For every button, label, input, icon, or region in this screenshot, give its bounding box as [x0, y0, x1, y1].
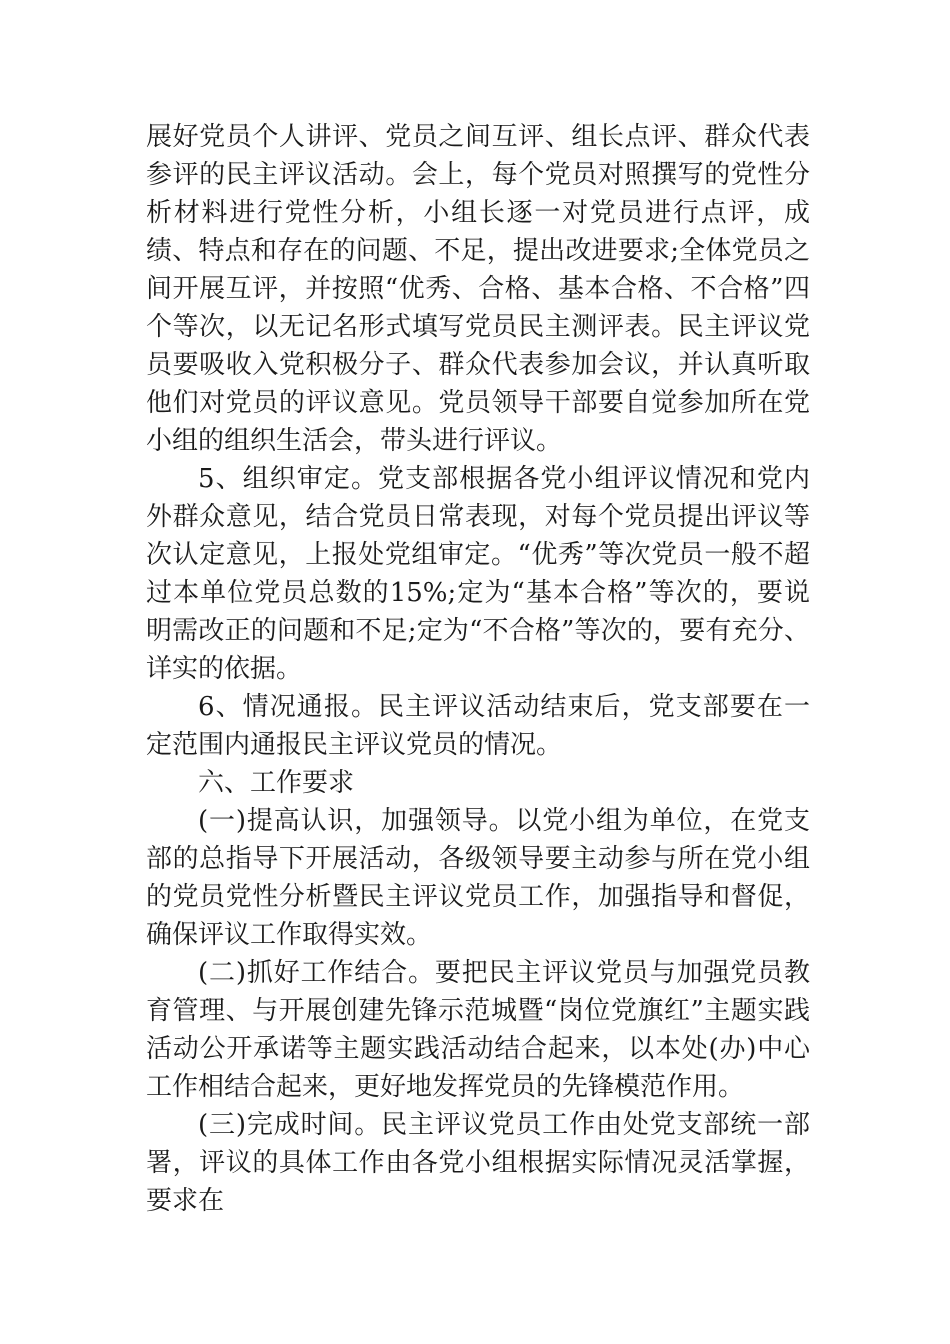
paragraph-requirement-1: (一)提高认识，加强领导。以党小组为单位，在党支部的总指导下开展活动，各级领导要主动参与所在党小组的党员党性分析暨民主评议党员工作，加强指导和督促，确保评议工作取得实效。: [146, 806, 810, 950]
paragraph-requirement-3: (三)完成时间。民主评议党员工作由处党支部统一部署，评议的具体工作由各党小组根据实际情况灵活掌握，要求在: [146, 1110, 810, 1216]
paragraph-item-5-review: 5、组织审定。党支部根据各党小组评议情况和党内外群众意见，结合党员日常表现，对每个党员提出评议等次认定意见，上报处党组审定。“优秀”等次党员一般不超过本单位党员总数的15%;定为“基本合格”等次的，要说明需改正的问题和不足;定为“不合格”等次的，要有充分、详实的依据。: [146, 464, 810, 684]
paragraph-item-6-report: 6、情况通报。民主评议活动结束后，党支部要在一定范围内通报民主评议党员的情况。: [146, 692, 810, 760]
section-heading-work-requirements: 六、工作要求: [198, 768, 355, 798]
paragraph-requirement-2: (二)抓好工作结合。要把民主评议党员与加强党员教育管理、与开展创建先锋示范城暨“岗位党旗红”主题实践活动公开承诺等主题实践活动结合起来，以本处(办)中心工作相结合起来，更好地发挥党员的先锋模范作用。: [146, 958, 810, 1102]
document-body: [146, 118, 810, 1220]
paragraph-continued-evaluation: 展好党员个人讲评、党员之间互评、组长点评、群众代表参评的民主评议活动。会上，每个党员对照撰写的党性分析材料进行党性分析，小组长逐一对党员进行点评，成绩、特点和存在的问题、不足，提出改进要求;全体党员之间开展互评，并按照“优秀、合格、基本合格、不合格”四个等次，以无记名形式填写党员民主测评表。民主评议党员要吸收入党积极分子、群众代表参加会议，并认真听取他们对党员的评议意见。党员领导干部要自觉参加所在党小组的组织生活会，带头进行评议。: [146, 122, 810, 456]
